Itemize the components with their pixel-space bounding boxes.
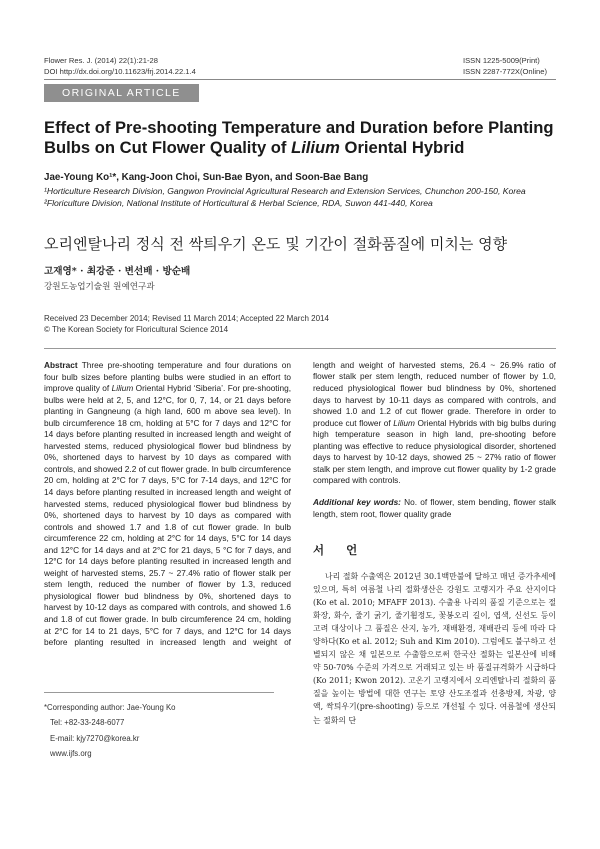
issn-online: ISSN 2287-772X(Online) xyxy=(463,67,547,76)
header-rule xyxy=(44,79,556,80)
corresponding-author: *Corresponding author: Jae-Young Ko xyxy=(44,703,176,712)
abstract-column-left xyxy=(44,360,291,649)
abstract-part: Oriental Hybrid ‘Siberia’. For pre-shooting, bulbs were held at 2, 5, and 12°C, for 0, 7, 14, or 21 days before planting in Gangneung (a high land, 600 m above sea level). In bulb circumference 18 cm, holding at 5°C for 7 days and 12°C for 14 days before planting resulted in increased length and weight of harvested stems, reduced physiological flower bud blindness by 0%, shortened days to harvest by 10 days as compared with controls, and showed 2.2 of cut flower grade. In bulb circumference 20 cm, holding at 2°C for 7 days, 5°C for 7-14 days, and 12°C for 14 days before planting resulted in increased length and weight of harvested stems, reduced physiological flower bud blindness by 0%, shortened days to harvest by 10 days as compared with controls and showed 1.7 and 1.8 of cut flower grade. In bulb circumference 22 cm, holding at 2°C for 14 days, 5°C for 14 days and 12°C for 14 days and at 2°C for 21 days, 5 °C for 7 days, and 12°C for 14 days before planting resulted in increased length and weight of harvested stems, 25.7 ~ 27.4% ratio of flower stalk per stem length, reduced the number of flower by 1.3, reduced physiological flower bud blindness by 0%, shortened days to harvest by 10-12 days as compared with controls, and showed 1.6 and 1.8 of cut flower grade. In bulb circumference 24 cm, holding at 2°C for 14 to 21 days, 5°C for 7 days, and 12°C for 14 days before planting resulted in increased length and weight of xyxy=(44,383,291,648)
abstract-lead: Abstract xyxy=(44,360,78,370)
korean-title: 오리엔탈나리 정식 전 싹틔우기 온도 및 기간이 절화품질에 미치는 영향 xyxy=(44,235,508,253)
introduction-body: 나리 절화 수출액은 2012년 30.1백만불에 달하고 매년 증가추세에 있으며, 특히 여름철 나리 절화생산은 강원도 고랭지가 주요 산지이다(Ko et al. 2010; MFAFF 2013). 수출용 나리의 품질 기준으로는 절화장, 화수, 줄기 굵기, 줄기휨정도, 꽃봉오리 길이, 엽색, 신선도 등이 고려 대상이나 그 품질은 산지, 농가, 재배환경, 재배관리 등에 따라 다양하다(Ko et al. 2012; Suh and Kim 2010). 그럼에도 불구하고 선별되지 않은 채 일본으로 수출함으로써 한국산 절화는 일본산에 비해 약 50-70% 수준의 가격으로 거래되고 있는 바 품질규격화가 시급하다(Ko 2011; Kwon 2012). 고온기 고랭지에서 오리엔탈나리 절화의 품질을 높이는 방법에 대한 연구는 토양 산도조절과 선충방제, 차광, 양액, 싹틔우기(pre-shooting) 등으로 개선될 수 있다. 여름철에 생산되는 절화의 단 xyxy=(313,572,556,725)
telephone: Tel: +82-33-248-6077 xyxy=(50,718,125,728)
abstract-column-right xyxy=(313,360,556,487)
korean-authors: 고재영* · 최강준 · 변선배 · 방순배 xyxy=(44,266,191,277)
abstract-italic: Lilium xyxy=(393,417,415,428)
footnote-rule xyxy=(44,692,274,693)
keywords xyxy=(313,497,556,520)
article-title xyxy=(44,118,564,157)
korean-organization: 강원도농업기술원 원예연구과 xyxy=(44,282,155,292)
correspondence-block xyxy=(44,700,294,761)
abstract-text xyxy=(44,360,291,649)
abstract-part: length and weight of harvested stems, 26.4 ~ 26.9% ratio of flower stalk per stem length, reduced number of flower by 1.0, reduced physiological flower bud blindness by 0%, shortened days to harvest by 10-11 days as compared with controls, and showed 1.0 and 1.2 of cut flower grade. Therefore in order to produce cut flower of xyxy=(313,360,556,428)
section-heading-introduction: 서 언 xyxy=(313,543,367,557)
keywords-text: No. of flower, stem bending, flower stalk length, stem root, flower quality grade xyxy=(313,497,556,519)
title-text-end: Oriental Hybrid xyxy=(339,137,465,157)
abstract-part: Oriental Hybrids with big bulbs during high temperature season in high land, pre-shooting before planting was effective to reduce physiological disorder, shortened days to harvest by 10-12 days, showed 25 ~ 27% ratio of flower stalk per stem length, and improve cut flower quality by 1-2 grade compared with controls. xyxy=(313,417,556,486)
abstract-continuation xyxy=(313,360,556,487)
article-dates xyxy=(44,313,329,335)
title-text: Effect of Pre-shooting Temperature and Duration before Planting Bulbs on Cut Flower Quality of xyxy=(44,118,554,157)
affiliation-2: ²Floriculture Division, National Institute of Horticultural & Herbal Science, RDA, Suwon 441-440, Korea xyxy=(44,198,433,208)
abstract-italic: Lilium xyxy=(111,383,134,394)
article-type-badge: ORIGINAL ARTICLE xyxy=(44,84,199,102)
received-dates: Received 23 December 2014; Revised 11 March 2014; Accepted 22 March 2014 xyxy=(44,314,329,323)
copyright-line: © The Korean Society for Floricultural Science 2014 xyxy=(44,325,229,334)
doi-link[interactable]: DOI http://dx.doi.org/10.11623/frj.2014.22.1.4 xyxy=(44,67,196,76)
section-divider xyxy=(44,348,556,349)
issn-print: ISSN 1225-5009(Print) xyxy=(463,56,540,65)
title-italic: Lilium xyxy=(291,137,340,157)
affiliation-1: ¹Horticulture Research Division, Gangwon Provincial Agricultural Research and Extension Services, Chunchon 200-150, Korea xyxy=(44,186,526,196)
email-link[interactable]: E-mail: kjy7270@korea.kr xyxy=(50,733,140,743)
abstract-part: Three pre-shooting temperature and four durations on four bulb sizes before planting bulbs were studied in an effort to improve quality of xyxy=(44,360,291,394)
website-link[interactable]: www.ijfs.org xyxy=(50,748,92,758)
keywords-lead: Additional key words: xyxy=(313,497,401,507)
journal-citation: Flower Res. J. (2014) 22(1):21-28 xyxy=(44,56,158,65)
author-list: Jae-Young Ko¹*, Kang-Joon Choi, Sun-Bae Byon, and Soon-Bae Bang xyxy=(44,172,369,183)
